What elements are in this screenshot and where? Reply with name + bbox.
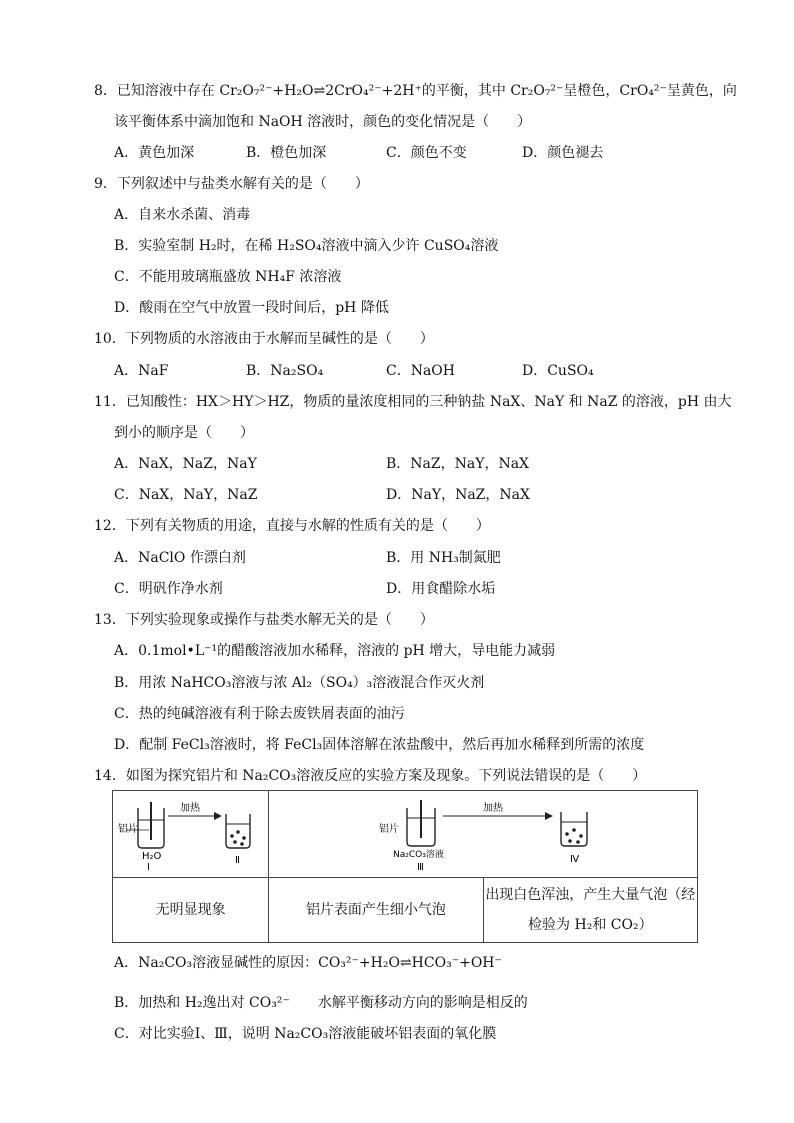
q11-option-c: C．NaX，NaY，NaZ [114,487,258,503]
result-cell-3 [483,878,697,943]
q9-stem: 9．下列叙述中与盐类水解有关的是（ ） [94,176,369,192]
heat-label-2: 加热 [483,803,504,814]
q10-option-a: A．NaF [114,363,169,379]
q13-option-b: B．用浓 NaHCO₃溶液与浓 Al₂（SO₄）₃溶液混合作灭火剂 [114,675,485,691]
q11-option-d: D．NaY，NaZ，NaX [386,487,530,503]
reagent-label-3: 铝片 [379,824,400,835]
q14-stem: 14．如图为探究铝片和 Na₂CO₃溶液反应的实验方案及现象。下列说法错误的是（ ） [94,768,647,784]
experiment-3-4-figure [269,791,698,878]
result-cell-2 [269,878,483,943]
q11-option-a: A．NaX，NaZ，NaY [114,456,257,472]
q10-option-d: D．CuSO₄ [522,363,594,379]
q14-experiment-table [112,790,698,943]
q12-option-a: A．NaClO 作漂白剂 [114,550,246,566]
q9-option-a: A．自来水杀菌、消毒 [114,207,251,223]
q8-option-d: D．颜色褪去 [522,145,604,161]
beaker-diagram-left [116,792,266,872]
experiment-label-1: Ⅰ [146,862,150,872]
q12-option-b: B．用 NH₃制氮肥 [386,550,501,566]
q12-option-c: C．明矾作净水剂 [114,581,223,597]
q9-option-d: D．酸雨在空气中放置一段时间后，pH 降低 [114,300,389,316]
q12-stem: 12．下列有关物质的用途，直接与水解的性质有关的是（ ） [94,518,490,534]
q9-option-c: C．不能用玻璃瓶盛放 NH₄F 浓溶液 [114,269,342,285]
experiment-label-2: Ⅱ [234,855,240,866]
q8-stem-line2: 该平衡体系中滴加饱和 NaOH 溶液时，颜色的变化情况是（ ） [114,114,532,130]
q8-option-c: C．颜色不变 [386,145,467,161]
result-3-line1: 出现白色浑浊，产生大量气泡（经 [485,887,696,903]
experiment-label-4: Ⅳ [570,854,580,865]
q10-stem: 10．下列物质的水溶液由于水解而呈碱性的是（ ） [94,331,434,347]
q8-option-b: B．橙色加深 [246,145,327,161]
result-2: 铝片表面产生细小气泡 [305,902,446,918]
q9-option-b: B．实验室制 H₂时，在稀 H₂SO₄溶液中滴入少许 CuSO₄溶液 [114,238,499,254]
q14-option-b: B．加热和 H₂逸出对 CO₃²⁻ 水解平衡移动方向的影响是相反的 [114,995,528,1011]
result-1: 无明显现象 [155,902,226,918]
q13-option-a: A．0.1mol•L⁻¹的醋酸溶液加水稀释，溶液的 pH 增大，导电能力减弱 [114,643,556,659]
q13-option-d: D．配制 FeCl₃溶液时，将 FeCl₃固体溶解在浓盐酸中，然后再加水稀释到所需的浓度 [114,737,645,753]
q8-stem-line1: 8．已知溶液中存在 Cr₂O₇²⁻+H₂O⇌2CrO₄²⁻+2H⁺的平衡，其中 Cr₂O₇²⁻呈橙色，CrO₄²⁻呈黄色，向 [94,83,737,99]
q11-option-b: B．NaZ，NaY，NaX [386,456,530,472]
experiment-label-3: Ⅲ [417,862,425,872]
q11-stem-line1: 11．已知酸性：HX＞HY＞HZ，物质的量浓度相同的三种钠盐 NaX、NaY 和 NaZ 的溶液，pH 由大 [94,394,732,410]
q11-stem-line2: 到小的顺序是（ ） [114,425,254,441]
beaker-diagram-right [323,792,643,872]
q12-option-d: D．用食醋除水垢 [386,581,496,597]
q14-option-c: C．对比实验Ⅰ、Ⅲ，说明 Na₂CO₃溶液能破坏铝表面的氧化膜 [114,1026,497,1042]
water-label: H₂O [141,851,162,862]
q10-option-b: B．Na₂SO₄ [246,363,324,379]
q8-option-a: A．黄色加深 [114,145,195,161]
q13-option-c: C．热的纯碱溶液有利于除去废铁屑表面的油污 [114,706,405,722]
q13-stem: 13．下列实验现象或操作与盐类水解无关的是（ ） [94,612,434,628]
result-3-line2: 检验为 H₂和 CO₂） [528,917,653,933]
result-cell-1 [113,878,269,943]
heat-label-1: 加热 [179,803,200,814]
solution-label: Na₂CO₃溶液 [393,850,444,860]
q14-option-a: A．Na₂CO₃溶液显碱性的原因：CO₃²⁻+H₂O⇌HCO₃⁻+OH⁻ [114,955,502,971]
experiment-1-2-figure [113,791,269,878]
reagent-label-1: 铝片 [117,824,138,835]
q10-option-c: C．NaOH [386,363,455,379]
